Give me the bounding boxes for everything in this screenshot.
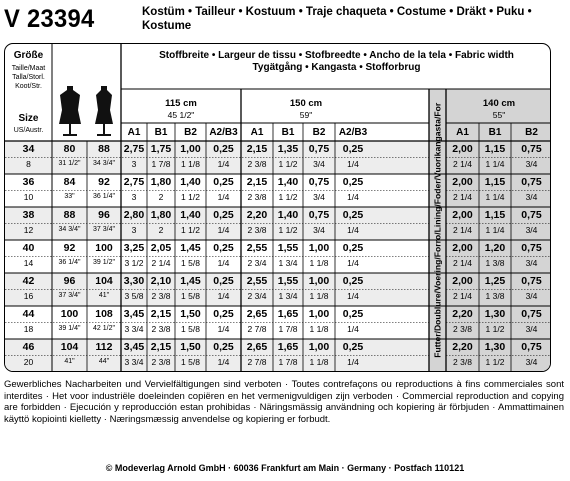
meter-value: 0,25 <box>213 242 234 254</box>
yard-value: 1 1/2 <box>485 357 505 367</box>
us-size-value: 14 <box>23 258 34 268</box>
meter-value: 1,15 <box>484 143 506 155</box>
yard-value: 3 5/8 <box>124 291 144 301</box>
meter-value: 0,75 <box>521 143 542 155</box>
yard-value: 2 <box>158 225 164 235</box>
meter-value: 2,20 <box>246 209 268 221</box>
meter-value: 2,65 <box>246 341 268 353</box>
view-header: A1 <box>456 127 469 138</box>
meter-value: 0,75 <box>521 275 542 287</box>
yard-value: 1/4 <box>347 357 359 367</box>
yard-value: 1/4 <box>217 225 230 235</box>
meter-value: 1,30 <box>484 308 506 320</box>
size-header-languages: Koot/Str. <box>15 83 42 90</box>
yard-value: 2 <box>158 192 164 202</box>
bust-cm-value: 104 <box>60 341 79 353</box>
yard-value: 2 1/4 <box>453 225 472 235</box>
meter-value: 1,55 <box>277 242 299 254</box>
hip-inch-value: 37 3/4" <box>93 226 115 233</box>
yard-value: 1/4 <box>217 291 230 301</box>
meter-value: 0,25 <box>213 308 234 320</box>
yard-value: 1 5/8 <box>181 357 200 367</box>
meter-value: 2,15 <box>246 143 268 155</box>
yard-value: 3/4 <box>525 291 538 301</box>
bust-cm-value: 96 <box>63 275 76 287</box>
hip-inch-value: 39 1/2" <box>93 259 115 266</box>
yard-value: 2 1/4 <box>453 192 472 202</box>
bust-cm-value: 100 <box>60 308 79 320</box>
meter-value: 1,45 <box>180 242 201 254</box>
meter-value: 2,00 <box>452 143 473 155</box>
bust-inch-value: 33" <box>64 193 75 200</box>
yard-value: 3/4 <box>525 159 538 169</box>
yard-value: 3/4 <box>525 357 538 367</box>
yard-value: 2 1/4 <box>453 291 472 301</box>
view-header: A1 <box>250 127 264 138</box>
yard-value: 1/4 <box>347 225 359 235</box>
fabric-width-header: Tygätgång • Kangasta • Stofforbrug <box>252 62 421 73</box>
yard-value: 1 5/8 <box>181 324 200 334</box>
yard-value: 1 7/8 <box>278 357 298 367</box>
size-value: 46 <box>22 341 35 353</box>
meter-value: 2,15 <box>150 308 172 320</box>
meter-value: 2,00 <box>452 176 473 188</box>
bust-cm-value: 84 <box>63 176 76 188</box>
header <box>4 4 566 44</box>
meter-value: 1,00 <box>180 143 201 155</box>
us-size-value: 18 <box>23 324 34 334</box>
hip-inch-value: 36 1/4" <box>93 193 115 200</box>
meter-value: 0,75 <box>521 242 542 254</box>
meter-value: 0,25 <box>213 341 234 353</box>
yard-value: 1 1/4 <box>485 225 505 235</box>
meter-value: 1,00 <box>308 275 330 287</box>
meter-value: 2,55 <box>246 242 268 254</box>
view-header: B1 <box>281 127 295 138</box>
size-header-label: Größe <box>13 50 44 61</box>
meter-value: 0,75 <box>308 209 330 221</box>
pattern-number: V 23394 <box>4 5 95 33</box>
yard-value: 3 3/4 <box>124 357 144 367</box>
fabric-width-header: Stoffbreite • Largeur de tissu • Stofbreedte • Ancho de la tela • Fabric width <box>159 50 514 61</box>
yard-value: 2 3/4 <box>247 258 267 268</box>
yard-value: 1 1/2 <box>485 324 505 334</box>
meter-value: 1,25 <box>484 275 506 287</box>
meter-value: 3,45 <box>123 341 145 353</box>
yard-value: 3 <box>131 192 137 202</box>
yard-value: 2 3/8 <box>247 159 267 169</box>
hip-inch-value: 44" <box>98 358 110 365</box>
meter-value: 2,00 <box>452 275 473 287</box>
view-header: B1 <box>154 127 168 138</box>
hip-cm-value: 100 <box>95 242 113 254</box>
yard-value: 1 3/8 <box>485 291 505 301</box>
yard-value: 1 3/4 <box>278 258 298 268</box>
meter-value: 0,25 <box>342 176 364 188</box>
yard-value: 2 3/8 <box>453 324 472 334</box>
meter-value: 2,65 <box>246 308 268 320</box>
fabric-width-cm: 150 cm <box>289 98 323 109</box>
dress-form-bust-icon <box>59 86 81 136</box>
meter-value: 1,55 <box>277 275 299 287</box>
meter-value: 1,80 <box>150 176 172 188</box>
us-size-value: 10 <box>23 192 34 202</box>
meter-value: 0,75 <box>308 176 330 188</box>
yard-value: 2 3/8 <box>151 291 171 301</box>
meter-value: 0,25 <box>213 176 234 188</box>
meter-value: 1,50 <box>180 341 201 353</box>
meter-value: 1,20 <box>484 242 506 254</box>
yard-value: 3 <box>131 159 137 169</box>
yard-value: 3/4 <box>313 225 325 235</box>
yard-value: 2 3/8 <box>151 324 171 334</box>
meter-value: 2,00 <box>452 242 473 254</box>
fabric-width-cm: 140 cm <box>482 98 516 109</box>
meter-value: 0,75 <box>521 341 542 353</box>
yard-value: 1 1/4 <box>485 159 505 169</box>
bust-inch-value: 41" <box>64 358 75 365</box>
yard-value: 2 1/4 <box>453 258 472 268</box>
meter-value: 1,00 <box>308 341 330 353</box>
view-header: A2/B3 <box>338 127 368 138</box>
meter-value: 1,80 <box>150 209 172 221</box>
meter-value: 1,00 <box>308 242 330 254</box>
us-size-value: 16 <box>23 291 34 301</box>
pattern-title: Kostüm • Tailleur • Kostuum • Traje chaqueta • Costume • Dräkt • Puku • Kostume <box>142 6 532 32</box>
table-grid <box>5 44 551 372</box>
size-value: 36 <box>22 176 35 188</box>
yard-value: 1 1/8 <box>309 324 329 334</box>
yard-value: 2 3/8 <box>151 357 171 367</box>
size-value: 34 <box>22 143 35 155</box>
meter-value: 2,00 <box>452 209 473 221</box>
bust-cm-value: 92 <box>63 242 76 254</box>
yard-value: 1/4 <box>217 357 230 367</box>
meter-value: 1,40 <box>180 176 201 188</box>
meter-value: 0,75 <box>521 209 542 221</box>
yard-value: 1/4 <box>347 291 359 301</box>
view-header: B2 <box>525 127 538 138</box>
meter-value: 1,40 <box>277 176 299 188</box>
meter-value: 1,45 <box>180 275 201 287</box>
meter-value: 1,35 <box>277 143 299 155</box>
meter-value: 1,15 <box>484 209 506 221</box>
yard-value: 1/4 <box>217 324 230 334</box>
size-value: 40 <box>22 242 35 254</box>
meter-value: 2,55 <box>246 275 268 287</box>
size-value: 42 <box>22 275 35 287</box>
yard-value: 3/4 <box>525 225 538 235</box>
meter-value: 1,75 <box>150 143 172 155</box>
bust-cm-value: 88 <box>63 209 76 221</box>
yard-value: 1 5/8 <box>181 258 200 268</box>
fabric-width-inches: 55" <box>492 110 506 120</box>
yard-value: 2 3/8 <box>247 192 267 202</box>
meter-value: 0,25 <box>213 209 234 221</box>
hip-cm-value: 88 <box>98 143 110 155</box>
hip-cm-value: 108 <box>95 308 113 320</box>
yard-value: 1 1/8 <box>181 159 200 169</box>
meter-value: 1,40 <box>277 209 299 221</box>
bust-inch-value: 31 1/2" <box>58 160 81 167</box>
meter-value: 3,45 <box>123 308 145 320</box>
yard-value: 3/4 <box>313 159 325 169</box>
meter-value: 3,25 <box>123 242 145 254</box>
meter-value: 2,10 <box>150 275 172 287</box>
yard-value: 1/4 <box>347 324 359 334</box>
yard-value: 1 3/8 <box>485 258 505 268</box>
meter-value: 0,75 <box>521 176 542 188</box>
yard-value: 1/4 <box>217 258 230 268</box>
size-header-languages: Talla/Storl. <box>12 74 45 81</box>
meter-value: 2,80 <box>123 209 145 221</box>
bust-cm-value: 80 <box>63 143 76 155</box>
yard-value: 2 7/8 <box>247 357 267 367</box>
dress-form-hip-icon <box>95 86 113 136</box>
hip-cm-value: 92 <box>98 176 110 188</box>
bust-inch-value: 36 1/4" <box>58 259 81 266</box>
size-header-us: US/Austr. <box>13 127 44 134</box>
meter-value: 0,25 <box>342 242 364 254</box>
meter-value: 2,15 <box>150 341 172 353</box>
meter-value: 0,25 <box>342 308 364 320</box>
yard-value: 1 1/8 <box>309 258 329 268</box>
view-header: A1 <box>127 127 141 138</box>
yard-value: 1/4 <box>217 159 230 169</box>
view-header: B2 <box>184 127 197 138</box>
meter-value: 0,25 <box>342 143 364 155</box>
meter-value: 2,15 <box>246 176 268 188</box>
bust-inch-value: 39 1/4" <box>58 325 81 332</box>
yard-value: 3 <box>131 225 137 235</box>
meter-value: 2,75 <box>123 143 145 155</box>
us-size-value: 20 <box>23 357 34 367</box>
yard-value: 3/4 <box>525 258 538 268</box>
view-header: B1 <box>488 127 502 138</box>
yard-value: 3/4 <box>525 324 538 334</box>
meter-value: 1,65 <box>277 308 299 320</box>
fabric-width-cm: 115 cm <box>165 98 197 109</box>
hip-cm-value: 104 <box>95 275 113 287</box>
legal-notice: Gewerbliches Nacharbeiten und Vervielfältigungen sind verboten · Toutes contrefaçons ou reproductions à fins commerciales sont interdites · Het voor industriële doeleinden copiëren en het vermenigvuldigen zijn verboden · Commercial reproduction and copying are forbidden · Ejecución y reproducción estan prohibidas · Näringsmässig användning och kopiering är förbjuden · Ammattimainen käyttö kopiointi kielletty · Næringsmæssig anvendelse og kopiering er forbudt. <box>4 379 564 426</box>
size-value: 38 <box>22 209 35 221</box>
meter-value: 1,40 <box>180 209 201 221</box>
hip-inch-value: 34 3/4" <box>93 160 115 167</box>
meter-value: 3,30 <box>123 275 145 287</box>
view-header: B2 <box>312 127 326 138</box>
bust-inch-value: 34 3/4" <box>58 226 81 233</box>
yard-value: 1 1/2 <box>278 225 298 235</box>
bust-inch-value: 37 3/4" <box>58 292 81 299</box>
meter-value: 0,25 <box>213 275 234 287</box>
yardage-table <box>4 43 551 372</box>
yard-value: 1 3/4 <box>278 291 298 301</box>
yard-value: 2 3/8 <box>453 357 472 367</box>
yard-value: 1 1/8 <box>309 291 329 301</box>
meter-value: 0,25 <box>213 143 234 155</box>
size-header-size: Size <box>18 113 39 124</box>
yard-value: 1 1/2 <box>181 225 200 235</box>
view-header: A2/B3 <box>209 127 238 138</box>
yard-value: 2 1/4 <box>453 159 472 169</box>
meter-value: 0,75 <box>308 143 330 155</box>
meter-value: 2,75 <box>123 176 145 188</box>
yard-value: 1 1/2 <box>181 192 200 202</box>
fabric-width-inches: 59" <box>299 110 313 120</box>
yard-value: 1 5/8 <box>181 291 200 301</box>
yard-value: 1 1/2 <box>278 159 298 169</box>
hip-inch-value: 41" <box>98 292 110 299</box>
fabric-width-inches: 45 1/2" <box>167 110 195 120</box>
yard-value: 3/4 <box>313 192 325 202</box>
meter-value: 2,20 <box>452 308 473 320</box>
yard-value: 1 1/2 <box>278 192 298 202</box>
yard-value: 3/4 <box>525 192 538 202</box>
yard-value: 1 7/8 <box>151 159 171 169</box>
yard-value: 3 3/4 <box>124 324 144 334</box>
yard-value: 3 1/2 <box>124 258 144 268</box>
meter-value: 1,65 <box>277 341 299 353</box>
meter-value: 0,25 <box>342 275 364 287</box>
meter-value: 2,05 <box>150 242 172 254</box>
hip-cm-value: 112 <box>95 341 113 353</box>
yard-value: 1/4 <box>347 192 359 202</box>
yard-value: 1 7/8 <box>278 324 298 334</box>
yard-value: 1 1/4 <box>485 192 505 202</box>
hip-cm-value: 96 <box>98 209 110 221</box>
yard-value: 1/4 <box>347 258 359 268</box>
lining-label: Futter/Doublure/Voering/Forro/Lining/Foder/Vuorikangasta/For <box>432 102 443 358</box>
yard-value: 2 7/8 <box>247 324 267 334</box>
meter-value: 1,50 <box>180 308 201 320</box>
meter-value: 1,00 <box>308 308 330 320</box>
yard-value: 2 1/4 <box>151 258 171 268</box>
yard-value: 2 3/4 <box>247 291 267 301</box>
copyright-line: © Modeverlag Arnold GmbH · 60036 Frankfurt am Main · Germany · Postfach 110121 <box>105 463 465 473</box>
yard-value: 1 1/8 <box>309 357 329 367</box>
size-value: 44 <box>22 308 35 320</box>
meter-value: 0,25 <box>342 209 364 221</box>
meter-value: 1,15 <box>484 176 506 188</box>
meter-value: 0,75 <box>521 308 542 320</box>
meter-value: 0,25 <box>342 341 364 353</box>
hip-inch-value: 42 1/2" <box>93 325 115 332</box>
meter-value: 2,20 <box>452 341 473 353</box>
yard-value: 1/4 <box>347 159 359 169</box>
size-header-languages: Taille/Maat <box>11 65 46 72</box>
us-size-value: 8 <box>26 159 31 169</box>
meter-value: 1,30 <box>484 341 506 353</box>
us-size-value: 12 <box>23 225 34 235</box>
yard-value: 2 3/8 <box>247 225 267 235</box>
yard-value: 1/4 <box>217 192 230 202</box>
